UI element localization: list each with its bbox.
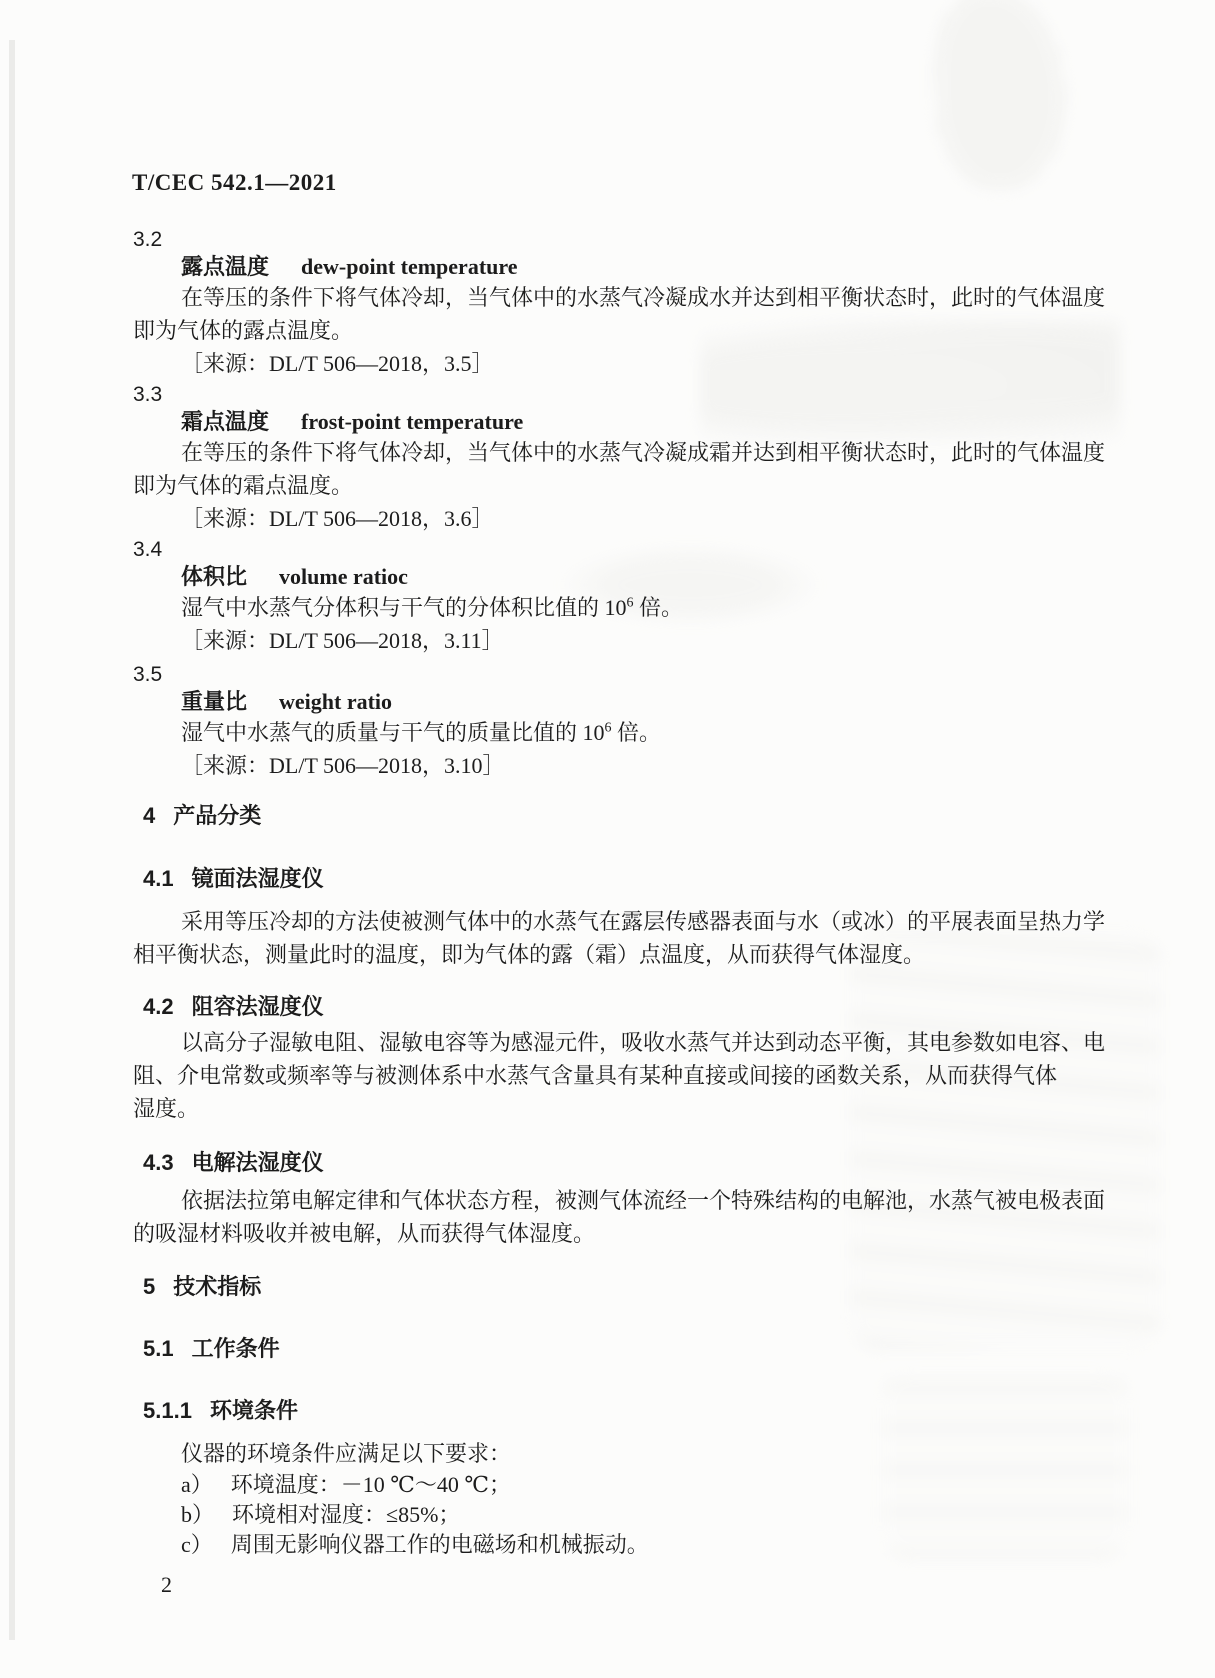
term-source-reference: ［来源：DL/T 506—2018，3.5］ <box>181 351 494 376</box>
environment-requirements-list <box>133 1438 1033 1560</box>
term-title-en: weight ratio <box>279 689 393 714</box>
section-4-2-paragraph <box>133 1026 1113 1125</box>
section-number: 5.1.1 <box>143 1398 192 1423</box>
section-heading-4-1 <box>143 862 324 893</box>
term-section-3-2 <box>133 226 1113 380</box>
section-number: 4.2 <box>143 994 174 1019</box>
term-definition-line: 在等压的条件下将气体冷却，当气体中的水蒸气冷凝成水并达到相平衡状态时，此时的气体温度 <box>181 285 1106 310</box>
term-source-reference: ［来源：DL/T 506—2018，3.6］ <box>181 506 494 531</box>
term-definition-line: 在等压的条件下将气体冷却，当气体中的水蒸气冷凝成霜并达到相平衡状态时，此时的气体温度 <box>181 440 1106 465</box>
term-title-en: frost-point temperature <box>301 409 524 434</box>
term-title-cn: 霜点温度 <box>181 409 270 434</box>
term-title <box>133 253 1113 281</box>
term-definition-line: 即为气体的霜点温度。 <box>133 473 354 498</box>
section-number: 5 <box>143 1274 156 1299</box>
term-definition-line <box>133 716 1113 749</box>
list-item-c <box>133 1530 1033 1560</box>
section-title: 环境条件 <box>209 1398 298 1423</box>
term-title <box>133 563 1113 591</box>
term-section-3-3 <box>133 381 1113 535</box>
list-item-text: 周围无影响仪器工作的电磁场和机械振动。 <box>230 1532 649 1557</box>
section-title: 镜面法湿度仪 <box>191 866 324 891</box>
term-definition-line: 即为气体的露点温度。 <box>133 318 354 343</box>
section-number: 4.1 <box>143 866 174 891</box>
term-definition-line <box>133 591 1113 624</box>
section-heading-4-3 <box>143 1146 324 1177</box>
definition-text: 倍。 <box>633 595 684 620</box>
section-4-1-paragraph <box>133 905 1113 971</box>
paragraph-line: 阻、介电常数或频率等与被测体系中水蒸气含量具有某种直接或间接的函数关系，从而获得气体 <box>133 1063 1058 1088</box>
section-heading-4 <box>143 799 261 830</box>
definition-text: 倍。 <box>611 720 662 745</box>
term-title-cn: 露点温度 <box>181 254 270 279</box>
term-title-cn: 重量比 <box>181 689 248 714</box>
term-title-en: dew-point temperature <box>301 254 518 279</box>
term-title-en: volume ratioc <box>279 564 408 589</box>
term-title-cn: 体积比 <box>181 564 248 589</box>
section-heading-5-1 <box>143 1332 280 1363</box>
paragraph-line: 依据法拉第电解定律和气体状态方程，被测气体流经一个特殊结构的电解池，水蒸气被电极表面 <box>181 1188 1106 1213</box>
paragraph-line: 的吸湿材料吸收并被电解，从而获得气体湿度。 <box>133 1221 596 1246</box>
section-heading-4-2 <box>143 990 324 1021</box>
term-number: 3.3 <box>133 383 163 406</box>
paragraph-line: 以高分子湿敏电阻、湿敏电容等为感湿元件，吸收水蒸气并达到动态平衡，其电参数如电容、电 <box>181 1030 1106 1055</box>
section-heading-5 <box>143 1270 261 1301</box>
requirements-intro: 仪器的环境条件应满足以下要求： <box>181 1441 512 1466</box>
section-title: 产品分类 <box>173 803 262 828</box>
list-item-label: c） <box>181 1532 213 1557</box>
paragraph-line: 采用等压冷却的方法使被测气体中的水蒸气在露层传感器表面与水（或冰）的平展表面呈热力学 <box>181 909 1106 934</box>
term-section-3-4 <box>133 536 1113 657</box>
section-number: 5.1 <box>143 1336 174 1361</box>
list-item-label: a） <box>181 1472 213 1497</box>
list-item-b <box>133 1500 1033 1530</box>
bleedthrough-artifact <box>850 930 1160 1350</box>
definition-text: 湿气中水蒸气的质量与干气的质量比值的 10 <box>181 720 605 745</box>
list-item-text: 环境温度：－10 ℃～40 ℃； <box>230 1472 511 1497</box>
term-number: 3.5 <box>133 663 163 686</box>
paragraph-line: 湿度。 <box>133 1096 200 1121</box>
document-standard-number: T/CEC 542.1—2021 <box>132 170 337 195</box>
list-item-a <box>133 1470 1033 1500</box>
section-heading-5-1-1 <box>143 1394 298 1425</box>
term-number: 3.4 <box>133 538 163 561</box>
term-source-reference: ［来源：DL/T 506—2018，3.10］ <box>181 753 505 778</box>
paragraph-line: 相平衡状态，测量此时的温度，即为气体的露（霜）点温度，从而获得气体湿度。 <box>133 942 926 967</box>
section-title: 技术指标 <box>173 1274 262 1299</box>
section-number: 4 <box>143 803 156 828</box>
superscript-exponent: 6 <box>626 595 634 611</box>
superscript-exponent: 6 <box>604 720 612 736</box>
list-item-text: 环境相对湿度：≤85%； <box>232 1502 461 1527</box>
list-item-label: b） <box>181 1502 215 1527</box>
term-title <box>133 408 1113 436</box>
section-number: 4.3 <box>143 1150 174 1175</box>
section-title: 阻容法湿度仪 <box>191 994 324 1019</box>
term-title <box>133 688 1113 716</box>
scan-artifact <box>935 0 1065 190</box>
section-title: 电解法湿度仪 <box>191 1150 324 1175</box>
term-section-3-5 <box>133 661 1113 782</box>
term-number: 3.2 <box>133 228 163 251</box>
page-number: 2 <box>161 1572 172 1597</box>
term-source-reference: ［来源：DL/T 506—2018，3.11］ <box>181 628 504 653</box>
definition-text: 湿气中水蒸气分体积与干气的分体积比值的 10 <box>181 595 627 620</box>
scan-edge-artifact <box>9 40 15 1640</box>
section-4-3-paragraph <box>133 1184 1113 1250</box>
section-title: 工作条件 <box>191 1336 280 1361</box>
